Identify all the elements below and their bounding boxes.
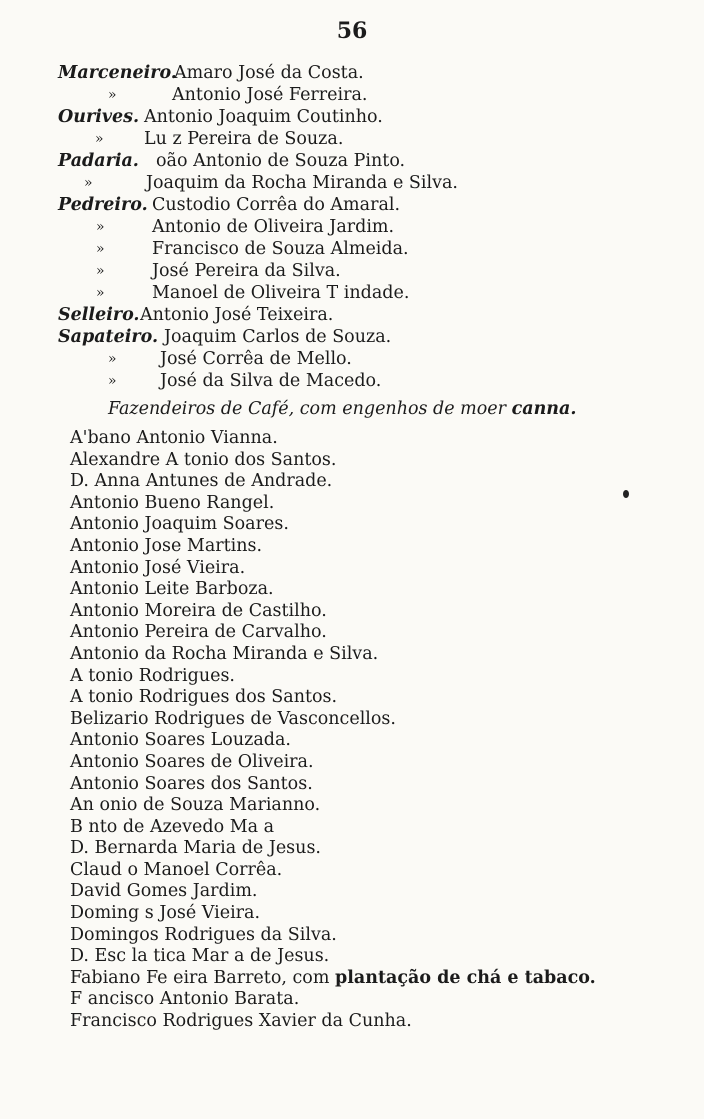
person-name: Antonio da Rocha Miranda e Silva. <box>70 643 379 664</box>
list-item <box>70 903 700 925</box>
page-number: 56 <box>336 18 368 44</box>
list-item <box>0 150 704 172</box>
list-item <box>70 579 700 601</box>
list-item <box>70 1011 700 1033</box>
list-item <box>0 216 704 238</box>
list-item <box>70 752 700 774</box>
section-heading <box>108 399 576 419</box>
person-name: Belizario Rodrigues de Vasconcellos. <box>70 708 396 729</box>
person-name: Antonio Joaquim Coutinho. <box>144 107 383 127</box>
trade-label: Pedreiro. <box>58 195 148 215</box>
plantation-note: plantação de chá e tabaco. <box>335 967 596 988</box>
section-heading-emphasis: canna. <box>511 399 577 419</box>
list-item <box>70 450 700 472</box>
list-item <box>70 536 700 558</box>
person-name: Antonio José Teixeira. <box>140 305 334 325</box>
trades-list <box>0 62 704 392</box>
person-name: A tonio Rodrigues dos Santos. <box>70 687 338 708</box>
person-name: Antonio Soares Louzada. <box>70 730 291 751</box>
list-item <box>0 370 704 392</box>
trade-label: Ourives. <box>58 107 140 127</box>
person-name: Antonio Soares dos Santos. <box>70 773 313 794</box>
person-name: Antonio de Oliveira Jardim. <box>152 217 395 237</box>
person-name: Claud o Manoel Corrêa. <box>70 859 283 880</box>
person-name: Amaro José da Costa. <box>174 63 364 83</box>
person-name: oão Antonio de Souza Pinto. <box>156 151 406 171</box>
person-name: Joaquim da Rocha Miranda e Silva. <box>146 173 458 193</box>
list-item <box>70 428 700 450</box>
list-item <box>0 128 704 150</box>
list-item <box>0 260 704 282</box>
list-item <box>70 709 700 731</box>
person-name: Manoel de Oliveira T indade. <box>152 283 410 303</box>
list-item <box>0 106 704 128</box>
list-item <box>70 989 700 1011</box>
list-item <box>70 687 700 709</box>
list-item <box>0 304 704 326</box>
list-item <box>70 514 700 536</box>
person-name: Antonio Pereira de Carvalho. <box>70 622 327 643</box>
person-name: D. Esc la tica Mar a de Jesus. <box>70 946 330 967</box>
person-name: Alexandre A tonio dos Santos. <box>70 449 337 470</box>
person-name: Antonio José Ferreira. <box>172 85 368 105</box>
list-item <box>70 558 700 580</box>
person-name: Antonio José Vieira. <box>70 557 246 578</box>
person-name: David Gomes Jardim. <box>70 881 258 902</box>
ditto-mark: » <box>96 219 105 235</box>
list-item <box>70 795 700 817</box>
person-name: Antonio Leite Barboza. <box>70 579 274 600</box>
person-name: Antonio Joaquim Soares. <box>70 514 289 535</box>
list-item <box>70 471 700 493</box>
person-name: Lu z Pereira de Souza. <box>144 129 344 149</box>
person-name: Doming s José Vieira. <box>70 903 261 924</box>
person-name: Antonio Bueno Rangel. <box>70 492 275 513</box>
person-name: Francisco de Souza Almeida. <box>152 239 409 259</box>
person-name: Antonio Jose Martins. <box>70 535 263 556</box>
person-name: Joaquim Carlos de Souza. <box>164 327 392 347</box>
list-item <box>70 838 700 860</box>
list-item <box>70 860 700 882</box>
list-item <box>70 946 700 968</box>
ditto-mark: » <box>96 241 105 257</box>
person-name: F ancisco Antonio Barata. <box>70 989 300 1010</box>
person-name: Antonio Moreira de Castilho. <box>70 600 327 621</box>
list-item <box>70 817 700 839</box>
list-item <box>70 493 700 515</box>
person-name: Custodio Corrêa do Amaral. <box>152 195 401 215</box>
ditto-mark: » <box>96 285 105 301</box>
person-name: José Pereira da Silva. <box>152 261 341 281</box>
list-item <box>70 925 700 947</box>
ditto-mark: » <box>95 131 104 147</box>
trade-label: Padaria. <box>58 151 139 171</box>
list-item <box>0 172 704 194</box>
list-item <box>0 348 704 370</box>
list-item <box>0 194 704 216</box>
person-name: Francisco Rodrigues Xavier da Cunha. <box>70 1011 412 1032</box>
ditto-mark: » <box>108 87 117 103</box>
list-item <box>70 601 700 623</box>
list-item <box>70 774 700 796</box>
ditto-mark: » <box>84 175 93 191</box>
list-item <box>70 968 700 990</box>
list-item <box>70 666 700 688</box>
person-name: José da Silva de Macedo. <box>160 371 382 391</box>
ditto-mark: » <box>108 351 117 367</box>
ditto-mark: » <box>96 263 105 279</box>
list-item <box>0 62 704 84</box>
trade-label: Selleiro. <box>58 305 140 325</box>
person-name: An onio de Souza Marianno. <box>70 795 321 816</box>
list-item <box>0 326 704 348</box>
ink-speck <box>623 490 629 498</box>
farmers-list <box>70 428 700 1033</box>
person-name: José Corrêa de Mello. <box>160 349 352 369</box>
list-item <box>70 881 700 903</box>
person-name: Domingos Rodrigues da Silva. <box>70 924 337 945</box>
person-name: Fabiano Fe eira Barreto, com <box>70 967 330 988</box>
list-item <box>0 238 704 260</box>
list-item <box>70 730 700 752</box>
person-name: A'bano Antonio Vianna. <box>70 428 278 448</box>
list-item <box>70 644 700 666</box>
ditto-mark: » <box>108 373 117 389</box>
person-name: Antonio Soares de Oliveira. <box>70 751 314 772</box>
person-name: B nto de Azevedo Ma a <box>70 816 275 837</box>
person-name: D. Anna Antunes de Andrade. <box>70 471 333 492</box>
section-heading-text: Fazendeiros de Café, com engenhos de moer <box>108 399 507 419</box>
list-item <box>70 622 700 644</box>
person-name: A tonio Rodrigues. <box>70 665 235 686</box>
trade-label: Marceneiro. <box>58 63 177 83</box>
list-item <box>0 84 704 106</box>
person-name: D. Bernarda Maria de Jesus. <box>70 838 321 859</box>
list-item <box>0 282 704 304</box>
trade-label: Sapateiro. <box>58 327 159 347</box>
